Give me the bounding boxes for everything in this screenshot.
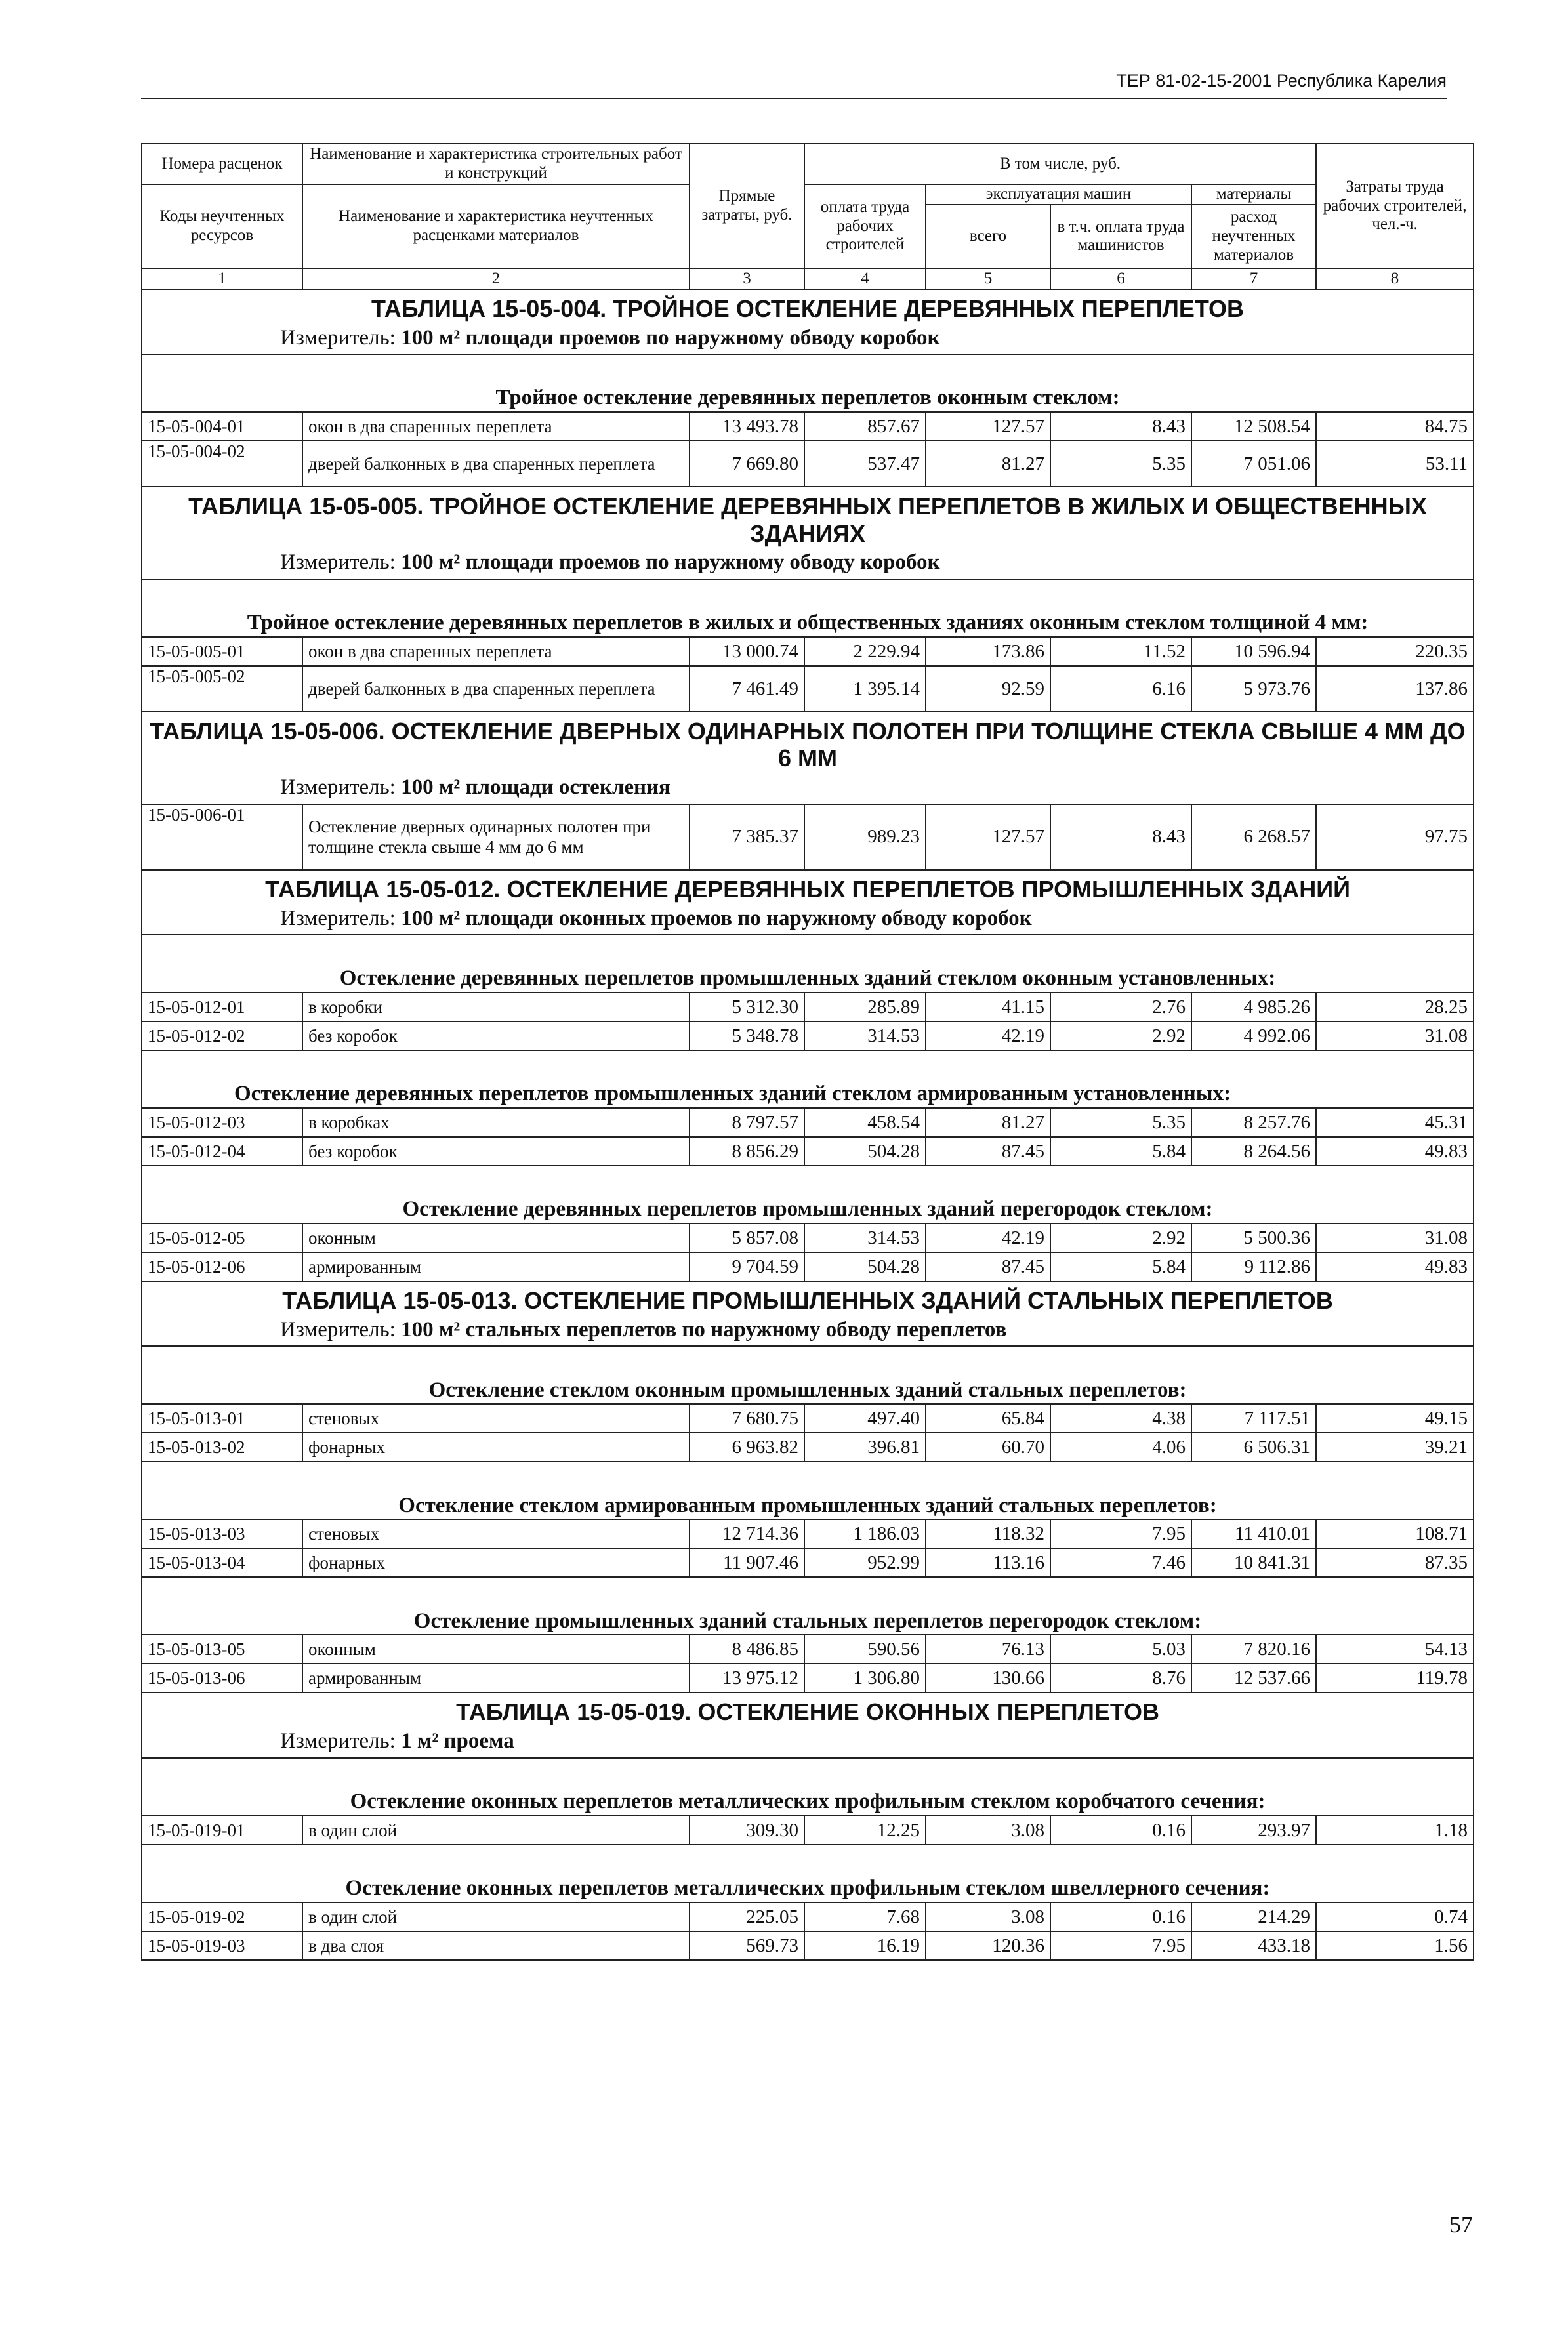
worker-wage: 285.89 (804, 993, 926, 1021)
materials-cost: 12 537.66 (1191, 1664, 1316, 1692)
direct-costs: 5 312.30 (690, 993, 804, 1021)
rate-name: в один слой (302, 1902, 690, 1931)
direct-costs: 8 486.85 (690, 1635, 804, 1664)
table-section (142, 712, 1474, 772)
group-row (142, 1166, 1474, 1223)
header-machines: эксплуатация машин (926, 184, 1191, 205)
column-number: 7 (1191, 268, 1316, 289)
rate-name: стеновых (302, 1519, 690, 1548)
materials-cost: 5 973.76 (1191, 666, 1316, 712)
meter-value: 100 м² стальных переплетов по наружному обводу переплетов (401, 1318, 1007, 1342)
worker-wage: 12.25 (804, 1816, 926, 1845)
direct-costs: 7 680.75 (690, 1404, 804, 1433)
worker-wage: 458.54 (804, 1108, 926, 1137)
materials-cost: 6 506.31 (1191, 1433, 1316, 1462)
machinist-wage: 7.46 (1050, 1548, 1191, 1577)
table-title: ТАБЛИЦА 15-05-019. ОСТЕКЛЕНИЕ ОКОННЫХ ПЕРЕПЛЕТОВ (142, 1692, 1474, 1725)
header-labor-costs: Затраты труда рабочих строителей, чел.-ч. (1316, 144, 1474, 268)
machinist-wage: 6.16 (1050, 666, 1191, 712)
worker-wage: 1 186.03 (804, 1519, 926, 1548)
rate-code: 15-05-019-02 (142, 1902, 302, 1931)
materials-cost: 293.97 (1191, 1816, 1316, 1845)
worker-wage: 857.67 (804, 412, 926, 441)
rate-code: 15-05-019-01 (142, 1816, 302, 1845)
rate-name: фонарных (302, 1433, 690, 1462)
direct-costs: 13 493.78 (690, 412, 804, 441)
rate-code: 15-05-005-01 (142, 637, 302, 666)
machines-total: 3.08 (926, 1816, 1050, 1845)
worker-wage: 504.28 (804, 1252, 926, 1281)
labor-costs: 39.21 (1316, 1433, 1474, 1462)
direct-costs: 6 963.82 (690, 1433, 804, 1462)
worker-wage: 2 229.94 (804, 637, 926, 666)
rate-name: в два слоя (302, 1931, 690, 1960)
materials-cost: 5 500.36 (1191, 1223, 1316, 1252)
machinist-wage: 8.76 (1050, 1664, 1191, 1692)
machinist-wage: 2.92 (1050, 1021, 1191, 1050)
table-row (142, 1816, 1474, 1845)
table-row (142, 1635, 1474, 1664)
group-row (142, 579, 1474, 637)
table-section (142, 870, 1474, 903)
machines-total: 173.86 (926, 637, 1050, 666)
materials-cost: 7 820.16 (1191, 1635, 1316, 1664)
machines-total: 127.57 (926, 412, 1050, 441)
header-row-mid (142, 184, 1474, 205)
labor-costs: 1.18 (1316, 1816, 1474, 1845)
table-meter-row (142, 903, 1474, 935)
column-number: 8 (1316, 268, 1474, 289)
table-title: ТАБЛИЦА 15-05-004. ТРОЙНОЕ ОСТЕКЛЕНИЕ ДЕРЕВЯННЫХ ПЕРЕПЛЕТОВ (142, 289, 1474, 322)
table-meter-row (142, 1726, 1474, 1758)
meter-prefix: Измеритель: (280, 775, 402, 800)
machinist-wage: 8.43 (1050, 412, 1191, 441)
rate-name: армированным (302, 1252, 690, 1281)
meter-value: 100 м² площади проемов по наружному обводу коробок (401, 550, 940, 575)
table-section (142, 1281, 1474, 1314)
labor-costs: 220.35 (1316, 637, 1474, 666)
group-title: Остекление деревянных переплетов промышленных зданий стеклом оконным установленных: (142, 935, 1474, 993)
meter-prefix: Измеритель: (280, 1318, 402, 1342)
materials-cost: 11 410.01 (1191, 1519, 1316, 1548)
direct-costs: 5 348.78 (690, 1021, 804, 1050)
table-meter-row (142, 322, 1474, 354)
direct-costs: 12 714.36 (690, 1519, 804, 1548)
table-row (142, 1548, 1474, 1577)
table-meter (142, 772, 1474, 804)
group-title: Тройное остекление деревянных переплетов оконным стеклом: (142, 354, 1474, 412)
header-machines-total: всего (926, 205, 1050, 268)
labor-costs: 84.75 (1316, 412, 1474, 441)
machinist-wage: 4.38 (1050, 1404, 1191, 1433)
table-row (142, 637, 1474, 666)
meter-prefix: Измеритель: (280, 550, 402, 575)
machines-total: 118.32 (926, 1519, 1050, 1548)
machines-total: 65.84 (926, 1404, 1050, 1433)
machines-total: 81.27 (926, 1108, 1050, 1137)
table-meter-row (142, 772, 1474, 804)
worker-wage: 1 306.80 (804, 1664, 926, 1692)
table-section (142, 289, 1474, 322)
rate-code: 15-05-006-01 (142, 804, 302, 870)
worker-wage: 396.81 (804, 1433, 926, 1462)
rate-code: 15-05-013-01 (142, 1404, 302, 1433)
materials-cost: 4 992.06 (1191, 1021, 1316, 1050)
group-row (142, 935, 1474, 993)
table-row (142, 1404, 1474, 1433)
header-row-top (142, 144, 1474, 184)
labor-costs: 87.35 (1316, 1548, 1474, 1577)
rate-code: 15-05-019-03 (142, 1931, 302, 1960)
machinist-wage: 5.03 (1050, 1635, 1191, 1664)
rate-code: 15-05-012-04 (142, 1137, 302, 1166)
table-row (142, 1433, 1474, 1462)
machinist-wage: 7.95 (1050, 1931, 1191, 1960)
labor-costs: 49.83 (1316, 1252, 1474, 1281)
group-title: Остекление деревянных переплетов промышленных зданий перегородок стеклом: (142, 1166, 1474, 1223)
group-title: Остекление деревянных переплетов промышленных зданий стеклом армированным установленных: (142, 1050, 1474, 1108)
machinist-wage: 5.35 (1050, 1108, 1191, 1137)
meter-prefix: Измеритель: (280, 325, 402, 350)
machines-total: 130.66 (926, 1664, 1050, 1692)
rate-name: дверей балконных в два спаренных переплета (302, 666, 690, 712)
labor-costs: 119.78 (1316, 1664, 1474, 1692)
table-meter (142, 903, 1474, 935)
machines-total: 87.45 (926, 1252, 1050, 1281)
table-title: ТАБЛИЦА 15-05-006. ОСТЕКЛЕНИЕ ДВЕРНЫХ ОДИНАРНЫХ ПОЛОТЕН ПРИ ТОЛЩИНЕ СТЕКЛА СВЫШЕ 4 ММ ДО 6 ММ (142, 712, 1474, 772)
materials-cost: 7 051.06 (1191, 441, 1316, 487)
table-row (142, 441, 1474, 487)
materials-cost: 6 268.57 (1191, 804, 1316, 870)
group-title: Остекление промышленных зданий стальных переплетов перегородок стеклом: (142, 1577, 1474, 1635)
table-row (142, 1252, 1474, 1281)
labor-costs: 54.13 (1316, 1635, 1474, 1664)
rate-code: 15-05-013-05 (142, 1635, 302, 1664)
machinist-wage: 5.35 (1050, 441, 1191, 487)
meter-prefix: Измеритель: (280, 906, 402, 930)
page-number: 57 (1449, 2211, 1473, 2238)
header-direct-costs: Прямые затраты, руб. (690, 144, 804, 268)
column-number: 3 (690, 268, 804, 289)
group-row (142, 1758, 1474, 1816)
rate-name: фонарных (302, 1548, 690, 1577)
labor-costs: 31.08 (1316, 1021, 1474, 1050)
group-title: Остекление стеклом армированным промышленных зданий стальных переплетов: (142, 1462, 1474, 1519)
rate-name: без коробок (302, 1021, 690, 1050)
materials-cost: 10 596.94 (1191, 637, 1316, 666)
meter-value: 100 м² площади остекления (401, 775, 671, 800)
materials-cost: 4 985.26 (1191, 993, 1316, 1021)
table-meter (142, 1726, 1474, 1758)
header-name-bottom: Наименование и характеристика неучтенных расценками материалов (302, 184, 690, 268)
group-title: Тройное остекление деревянных переплетов в жилых и общественных зданиях оконным стеклом толщиной 4 мм: (142, 579, 1474, 637)
rate-name: в коробках (302, 1108, 690, 1137)
table-row (142, 1108, 1474, 1137)
header-materials: материалы (1191, 184, 1316, 205)
machinist-wage: 2.92 (1050, 1223, 1191, 1252)
labor-costs: 28.25 (1316, 993, 1474, 1021)
direct-costs: 225.05 (690, 1902, 804, 1931)
table-meter-row (142, 1314, 1474, 1346)
machinist-wage: 5.84 (1050, 1252, 1191, 1281)
direct-costs: 9 704.59 (690, 1252, 804, 1281)
rate-name: стеновых (302, 1404, 690, 1433)
machines-total: 42.19 (926, 1223, 1050, 1252)
table-title: ТАБЛИЦА 15-05-012. ОСТЕКЛЕНИЕ ДЕРЕВЯННЫХ ПЕРЕПЛЕТОВ ПРОМЫШЛЕННЫХ ЗДАНИЙ (142, 870, 1474, 903)
table-row (142, 1223, 1474, 1252)
meter-prefix: Измеритель: (280, 1729, 402, 1753)
group-row (142, 1346, 1474, 1404)
table-row (142, 1137, 1474, 1166)
rate-code: 15-05-013-06 (142, 1664, 302, 1692)
group-row (142, 354, 1474, 412)
table-row (142, 412, 1474, 441)
rate-code: 15-05-012-02 (142, 1021, 302, 1050)
rate-code: 15-05-004-02 (142, 441, 302, 487)
running-head: ТЕР 81-02-15-2001 Республика Карелия (141, 71, 1447, 99)
machinist-wage: 0.16 (1050, 1816, 1191, 1845)
column-numbers-row (142, 268, 1474, 289)
direct-costs: 309.30 (690, 1816, 804, 1845)
machines-total: 81.27 (926, 441, 1050, 487)
labor-costs: 49.83 (1316, 1137, 1474, 1166)
column-number: 1 (142, 268, 302, 289)
labor-costs: 108.71 (1316, 1519, 1474, 1548)
machinist-wage: 4.06 (1050, 1433, 1191, 1462)
table-section (142, 487, 1474, 547)
machines-total: 127.57 (926, 804, 1050, 870)
group-title: Остекление оконных переплетов металлических профильным стеклом швеллерного сечения: (142, 1845, 1474, 1902)
rate-name: армированным (302, 1664, 690, 1692)
rate-code: 15-05-013-02 (142, 1433, 302, 1462)
labor-costs: 137.86 (1316, 666, 1474, 712)
labor-costs: 1.56 (1316, 1931, 1474, 1960)
rate-code: 15-05-012-01 (142, 993, 302, 1021)
rate-code: 15-05-004-01 (142, 412, 302, 441)
direct-costs: 7 461.49 (690, 666, 804, 712)
machinist-wage: 11.52 (1050, 637, 1191, 666)
column-number: 6 (1050, 268, 1191, 289)
rate-name: окон в два спаренных переплета (302, 412, 690, 441)
materials-cost: 214.29 (1191, 1902, 1316, 1931)
rate-name: без коробок (302, 1137, 690, 1166)
worker-wage: 314.53 (804, 1021, 926, 1050)
table-meter-row (142, 547, 1474, 579)
column-number: 5 (926, 268, 1050, 289)
table-meter (142, 547, 1474, 579)
meter-value: 100 м² площади проемов по наружному обводу коробок (401, 325, 940, 350)
header-including: В том числе, руб. (804, 144, 1316, 184)
direct-costs: 7 669.80 (690, 441, 804, 487)
machinist-wage: 7.95 (1050, 1519, 1191, 1548)
table-title: ТАБЛИЦА 15-05-013. ОСТЕКЛЕНИЕ ПРОМЫШЛЕННЫХ ЗДАНИЙ СТАЛЬНЫХ ПЕРЕПЛЕТОВ (142, 1281, 1474, 1314)
rate-table (141, 143, 1474, 1961)
worker-wage: 989.23 (804, 804, 926, 870)
header-name-top: Наименование и характеристика строительных работ и конструкций (302, 144, 690, 184)
group-title: Остекление оконных переплетов металлических профильным стеклом коробчатого сечения: (142, 1758, 1474, 1816)
rate-code: 15-05-012-06 (142, 1252, 302, 1281)
header-code-bottom: Коды неучтенных ресурсов (142, 184, 302, 268)
materials-cost: 8 264.56 (1191, 1137, 1316, 1166)
rate-code: 15-05-013-03 (142, 1519, 302, 1548)
materials-cost: 12 508.54 (1191, 412, 1316, 441)
worker-wage: 504.28 (804, 1137, 926, 1166)
worker-wage: 590.56 (804, 1635, 926, 1664)
machinist-wage: 8.43 (1050, 804, 1191, 870)
table-meter (142, 1314, 1474, 1346)
machines-total: 41.15 (926, 993, 1050, 1021)
header-materials-unaccounted: расход неучтенных материалов (1191, 205, 1316, 268)
meter-value: 100 м² площади оконных проемов по наружному обводу коробок (401, 906, 1032, 930)
worker-wage: 537.47 (804, 441, 926, 487)
materials-cost: 8 257.76 (1191, 1108, 1316, 1137)
machines-total: 42.19 (926, 1021, 1050, 1050)
worker-wage: 314.53 (804, 1223, 926, 1252)
table-row (142, 1931, 1474, 1960)
direct-costs: 8 797.57 (690, 1108, 804, 1137)
machines-total: 76.13 (926, 1635, 1050, 1664)
column-number: 4 (804, 268, 926, 289)
meter-value: 1 м² проема (401, 1729, 514, 1753)
worker-wage: 7.68 (804, 1902, 926, 1931)
group-row (142, 1462, 1474, 1519)
machines-total: 113.16 (926, 1548, 1050, 1577)
table-row (142, 993, 1474, 1021)
rate-name: в один слой (302, 1816, 690, 1845)
machines-total: 87.45 (926, 1137, 1050, 1166)
rate-code: 15-05-005-02 (142, 666, 302, 712)
rate-name: в коробки (302, 993, 690, 1021)
header-wage: оплата труда рабочих строителей (804, 184, 926, 268)
group-row (142, 1577, 1474, 1635)
table-row (142, 1021, 1474, 1050)
table-row (142, 666, 1474, 712)
direct-costs: 569.73 (690, 1931, 804, 1960)
labor-costs: 97.75 (1316, 804, 1474, 870)
group-row (142, 1050, 1474, 1108)
materials-cost: 433.18 (1191, 1931, 1316, 1960)
direct-costs: 13 975.12 (690, 1664, 804, 1692)
labor-costs: 53.11 (1316, 441, 1474, 487)
worker-wage: 952.99 (804, 1548, 926, 1577)
table-title: ТАБЛИЦА 15-05-005. ТРОЙНОЕ ОСТЕКЛЕНИЕ ДЕРЕВЯННЫХ ПЕРЕПЛЕТОВ В ЖИЛЫХ И ОБЩЕСТВЕННЫХ ЗДАНИЯХ (142, 487, 1474, 547)
rate-name: окон в два спаренных переплета (302, 637, 690, 666)
table-row (142, 1519, 1474, 1548)
rate-code: 15-05-012-03 (142, 1108, 302, 1137)
column-number: 2 (302, 268, 690, 289)
direct-costs: 5 857.08 (690, 1223, 804, 1252)
labor-costs: 31.08 (1316, 1223, 1474, 1252)
machines-total: 92.59 (926, 666, 1050, 712)
rate-code: 15-05-013-04 (142, 1548, 302, 1577)
table-row (142, 804, 1474, 870)
direct-costs: 13 000.74 (690, 637, 804, 666)
rate-name: оконным (302, 1635, 690, 1664)
materials-cost: 7 117.51 (1191, 1404, 1316, 1433)
worker-wage: 16.19 (804, 1931, 926, 1960)
direct-costs: 8 856.29 (690, 1137, 804, 1166)
table-row (142, 1664, 1474, 1692)
rate-code: 15-05-012-05 (142, 1223, 302, 1252)
header-code-top: Номера расценок (142, 144, 302, 184)
worker-wage: 497.40 (804, 1404, 926, 1433)
labor-costs: 0.74 (1316, 1902, 1474, 1931)
rate-name: дверей балконных в два спаренных переплета (302, 441, 690, 487)
labor-costs: 49.15 (1316, 1404, 1474, 1433)
rate-name: Остекление дверных одинарных полотен при толщине стекла свыше 4 мм до 6 мм (302, 804, 690, 870)
machines-total: 3.08 (926, 1902, 1050, 1931)
header-machines-wage: в т.ч. оплата труда машинистов (1050, 205, 1191, 268)
group-row (142, 1845, 1474, 1902)
machinist-wage: 5.84 (1050, 1137, 1191, 1166)
rate-name: оконным (302, 1223, 690, 1252)
group-title: Остекление стеклом оконным промышленных зданий стальных переплетов: (142, 1346, 1474, 1404)
materials-cost: 9 112.86 (1191, 1252, 1316, 1281)
table-meter (142, 322, 1474, 354)
machinist-wage: 2.76 (1050, 993, 1191, 1021)
materials-cost: 10 841.31 (1191, 1548, 1316, 1577)
table-section (142, 1692, 1474, 1725)
machines-total: 120.36 (926, 1931, 1050, 1960)
worker-wage: 1 395.14 (804, 666, 926, 712)
labor-costs: 45.31 (1316, 1108, 1474, 1137)
machinist-wage: 0.16 (1050, 1902, 1191, 1931)
direct-costs: 7 385.37 (690, 804, 804, 870)
direct-costs: 11 907.46 (690, 1548, 804, 1577)
machines-total: 60.70 (926, 1433, 1050, 1462)
table-row (142, 1902, 1474, 1931)
